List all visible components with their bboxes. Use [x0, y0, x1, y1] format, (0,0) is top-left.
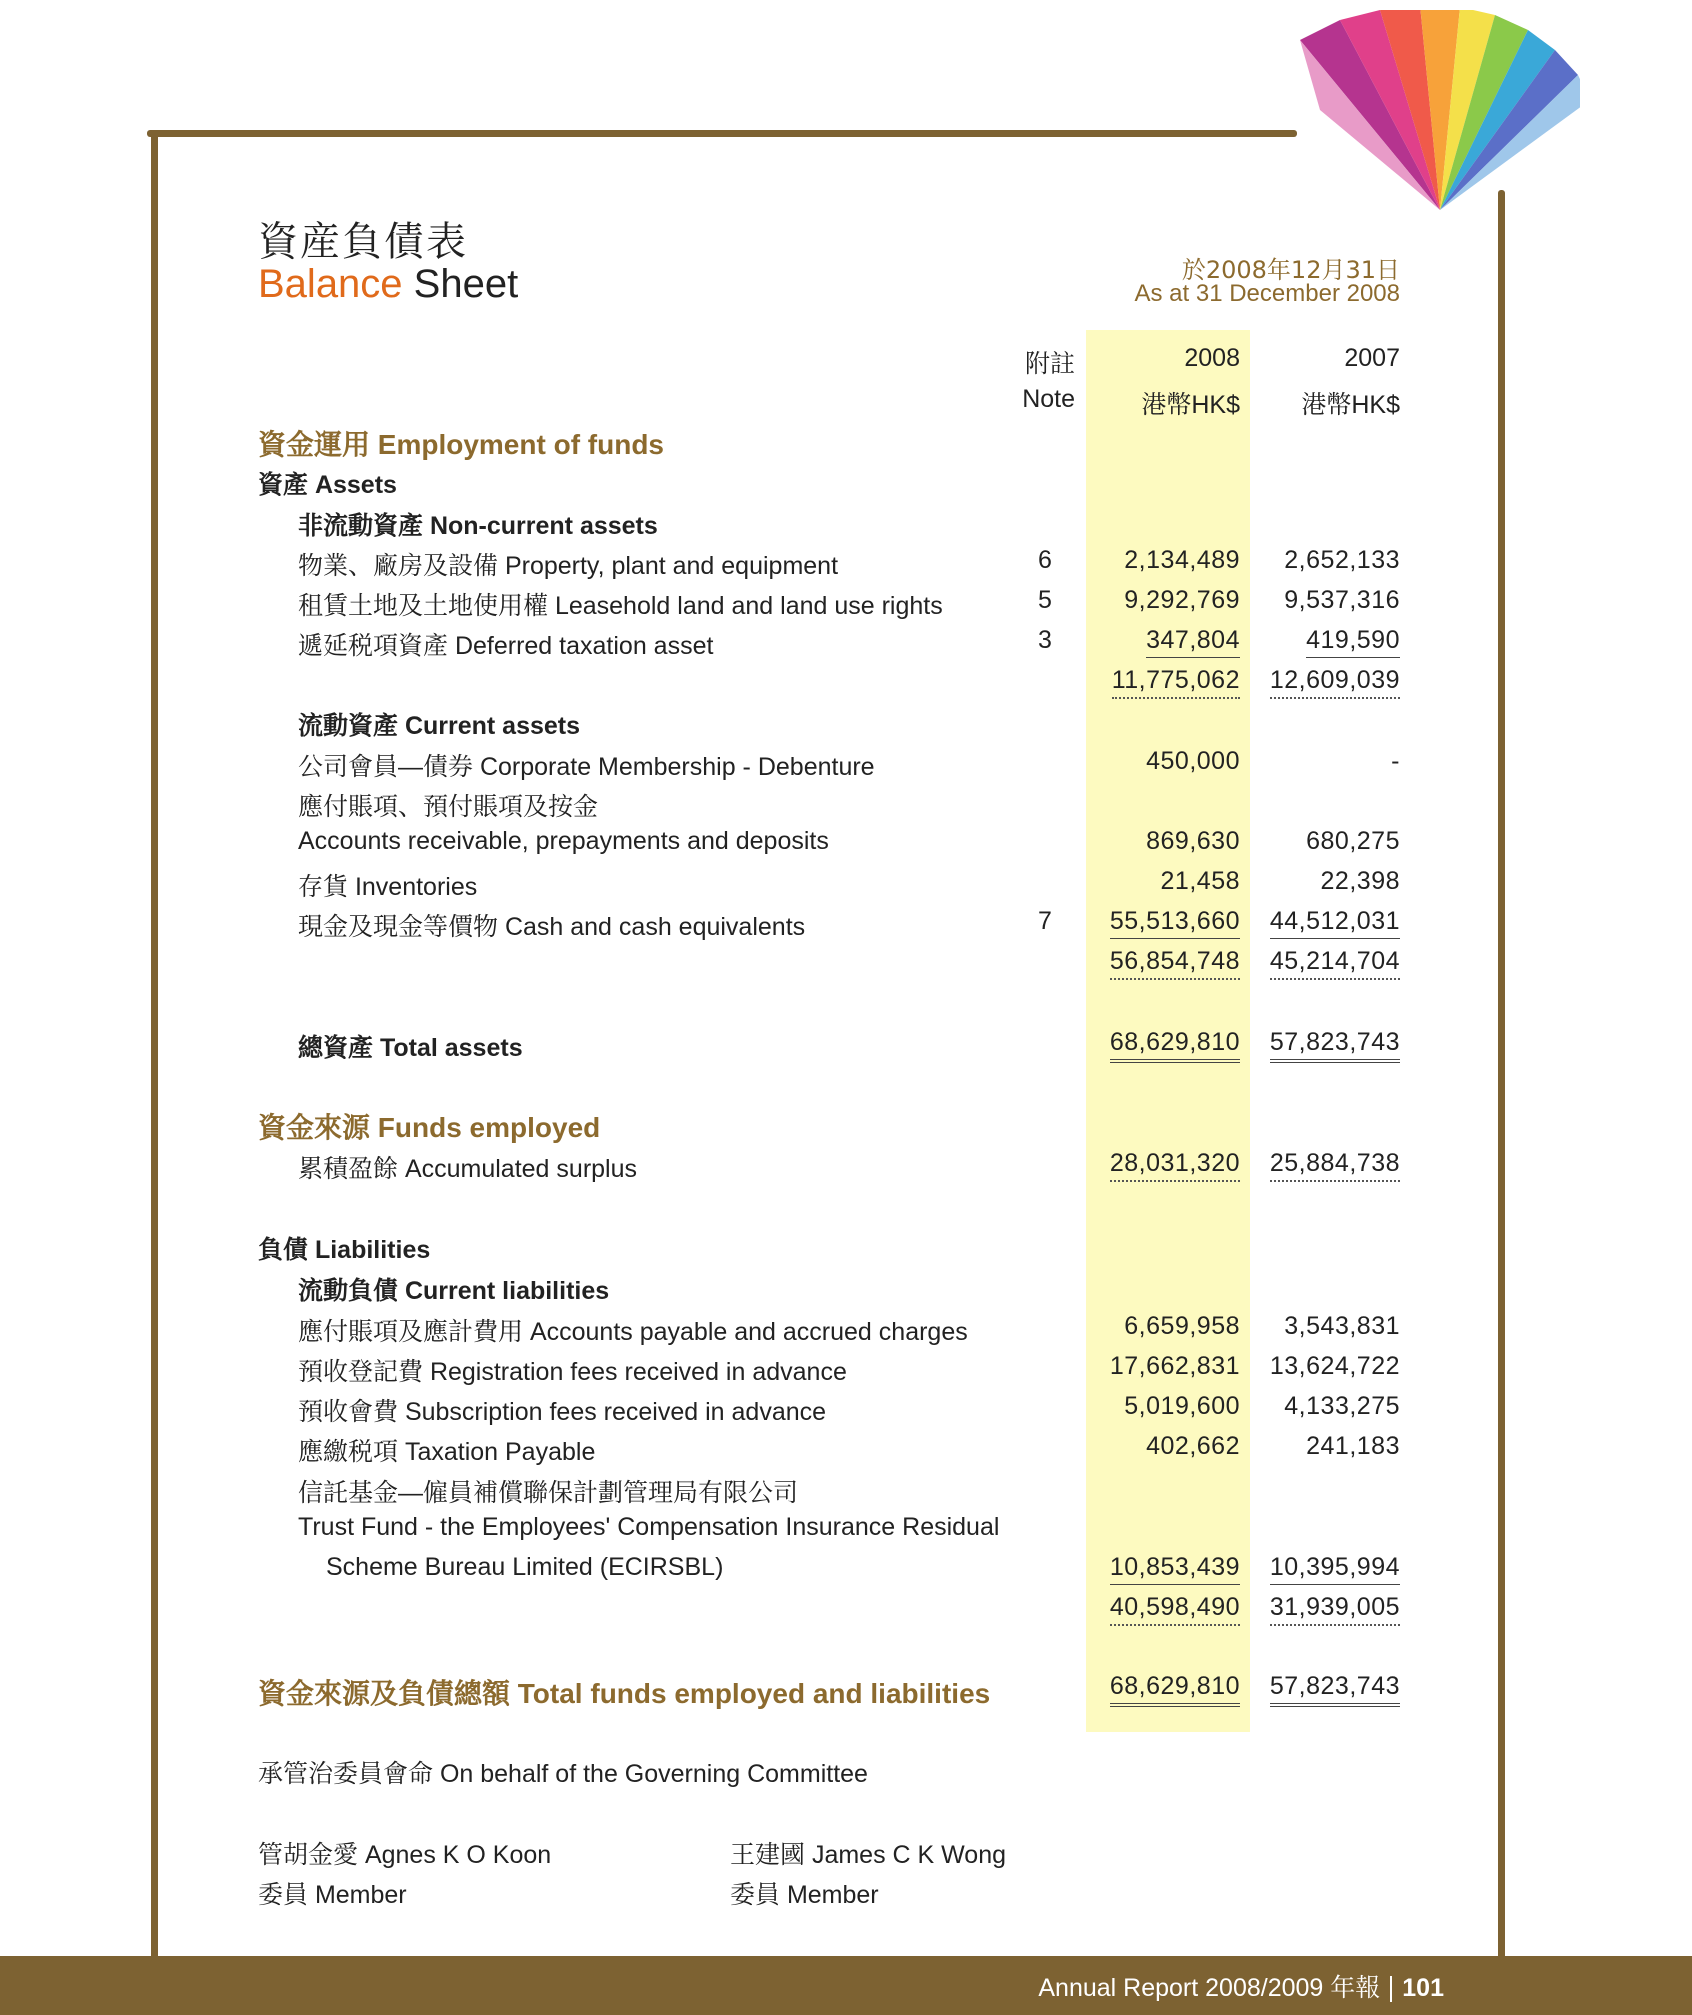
row-label: 應繳税項 Taxation Payable [298, 1438, 596, 1466]
table-row [0, 1312, 1692, 1352]
value-2007: 10,395,994 [1270, 1553, 1400, 1585]
table-row-subtotal [0, 1593, 1692, 1633]
row-label: 資產 Assets [258, 471, 397, 499]
table-row [0, 827, 1692, 867]
table-row [0, 1473, 1692, 1513]
table-row [0, 1352, 1692, 1392]
table-row [0, 867, 1692, 907]
row-label: 流動資產 Current assets [298, 712, 581, 740]
subtotal-2007: 31,939,005 [1270, 1593, 1400, 1626]
value-2007: 22,398 [1320, 867, 1400, 895]
title-accent-word: Balance [258, 262, 403, 306]
value-2007: 4,133,275 [1284, 1392, 1400, 1420]
row-label: 非流動資產 Non-current assets [298, 512, 658, 540]
value-2008: 9,292,769 [1124, 586, 1240, 614]
date-chinese: 於2008年12月31日 [1181, 256, 1400, 284]
value-2007: 44,512,031 [1270, 907, 1400, 939]
row-label: 總資產 Total assets [298, 1034, 523, 1062]
table-row [0, 1271, 1692, 1311]
row-note: 3 [1038, 626, 1052, 654]
row-label: Scheme Bureau Limited (ECIRSBL) [326, 1553, 724, 1581]
table-row [0, 1149, 1692, 1189]
value-2008: 28,031,320 [1110, 1149, 1240, 1182]
footer-divider [1390, 1976, 1392, 2002]
value-2008: 21,458 [1160, 867, 1240, 895]
signatory-2-name: 王建國 James C K Wong [730, 1841, 1007, 1869]
grand-total-2008: 68,629,810 [1110, 1672, 1240, 1707]
table-row [0, 907, 1692, 947]
row-label: 存貨 Inventories [298, 873, 478, 901]
row-note: 6 [1038, 546, 1052, 574]
value-2007: 25,884,738 [1270, 1149, 1400, 1182]
header-year-2007: 2007 [1344, 344, 1400, 372]
row-note: 5 [1038, 586, 1052, 614]
value-2008: 17,662,831 [1109, 1352, 1240, 1380]
page-title-chinese: 資産負債表 [258, 219, 468, 265]
table-row [0, 1106, 1692, 1146]
total-2007: 57,823,743 [1270, 1028, 1400, 1063]
table-row [0, 1392, 1692, 1432]
header-note-chinese: 附註 [1024, 349, 1075, 378]
table-row [0, 465, 1692, 505]
table-row [0, 1230, 1692, 1270]
subtotal-2007: 12,609,039 [1270, 666, 1400, 699]
color-swatch-fan-icon [1290, 10, 1580, 225]
table-row [0, 546, 1692, 586]
page-title-english [258, 262, 518, 307]
header-currency-2007: 港幣HK$ [1301, 391, 1400, 419]
row-label: 信託基金—僱員補償聯保計劃管理局有限公司 [298, 1479, 799, 1507]
row-label: 應付賬項及應計費用 Accounts payable and accrued charges [298, 1318, 968, 1346]
frame-top-border [147, 130, 1297, 137]
table-row [0, 423, 1692, 463]
table-row [0, 506, 1692, 546]
value-2007: 2,652,133 [1284, 546, 1400, 574]
value-2007: - [1391, 747, 1400, 775]
value-2008: 402,662 [1146, 1432, 1240, 1460]
grand-total-2007: 57,823,743 [1270, 1672, 1400, 1707]
row-label: 資金來源及負債總額 Total funds employed and liabilities [258, 1678, 991, 1709]
subtotal-2008: 11,775,062 [1112, 666, 1240, 699]
row-label: 流動負債 Current liabilities [298, 1277, 610, 1305]
signatory-1-name: 管胡金愛 Agnes K O Koon [258, 1841, 552, 1869]
value-2008: 55,513,660 [1110, 907, 1240, 939]
table-row [0, 747, 1692, 787]
row-label: 累積盈餘 Accumulated surplus [298, 1155, 638, 1183]
row-label: 物業、廠房及設備 Property, plant and equipment [298, 552, 839, 580]
value-2008: 6,659,958 [1124, 1312, 1240, 1340]
subtotal-2008: 40,598,490 [1110, 1593, 1240, 1626]
table-row [0, 787, 1692, 827]
page-number: 101 [1402, 1974, 1444, 2002]
signature-intro: 承管治委員會命 On behalf of the Governing Committee [258, 1760, 868, 1788]
subtotal-2007: 45,214,704 [1270, 947, 1400, 980]
footer-report-title: Annual Report 2008/2009 年報 [1038, 1974, 1381, 2002]
row-label: 資金運用 Employment of funds [258, 429, 665, 460]
value-2007: 241,183 [1306, 1432, 1400, 1460]
table-row-subtotal [0, 947, 1692, 987]
table-row-grand-total [0, 1672, 1692, 1712]
row-label: 預收登記費 Registration fees received in advance [298, 1358, 847, 1386]
value-2007: 13,624,722 [1269, 1352, 1400, 1380]
value-2007: 680,275 [1306, 827, 1400, 855]
signatory-2-role: 委員 Member [730, 1881, 879, 1909]
row-label: Accounts receivable, prepayments and deposits [298, 827, 829, 855]
subtotal-2008: 56,854,748 [1110, 947, 1240, 980]
footer [1038, 1968, 1444, 2004]
date-english: As at 31 December 2008 [1134, 280, 1400, 307]
value-2008: 347,804 [1146, 626, 1240, 658]
table-row-subtotal [0, 666, 1692, 706]
row-label: 遞延税項資產 Deferred taxation asset [298, 632, 714, 660]
value-2008: 869,630 [1146, 827, 1240, 855]
row-label: 應付賬項、預付賬項及按金 [298, 793, 599, 821]
row-note: 7 [1038, 907, 1052, 935]
value-2008: 10,853,439 [1110, 1553, 1240, 1585]
signatory-1-role: 委員 Member [258, 1881, 407, 1909]
value-2008: 2,134,489 [1124, 546, 1240, 574]
header-currency-2008: 港幣HK$ [1141, 391, 1240, 419]
table-row [0, 586, 1692, 626]
table-row [0, 1553, 1692, 1593]
row-label: 租賃土地及土地使用權 Leasehold land and land use rights [298, 592, 943, 620]
row-label: Trust Fund - the Employees' Compensation Insurance Residual [298, 1513, 1000, 1541]
value-2008: 450,000 [1146, 747, 1240, 775]
value-2007: 3,543,831 [1284, 1312, 1400, 1340]
table-row [0, 706, 1692, 746]
row-label: 現金及現金等價物 Cash and cash equivalents [298, 913, 806, 941]
table-row [0, 1432, 1692, 1472]
row-label: 公司會員—債券 Corporate Membership - Debenture [298, 753, 875, 781]
table-row [0, 1513, 1692, 1553]
row-label: 預收會費 Subscription fees received in advance [298, 1398, 827, 1426]
total-2008: 68,629,810 [1110, 1028, 1240, 1063]
row-label: 資金來源 Funds employed [258, 1112, 601, 1143]
title-rest-word: Sheet [402, 262, 519, 306]
value-2007: 419,590 [1306, 626, 1400, 658]
table-row [0, 626, 1692, 666]
value-2007: 9,537,316 [1284, 586, 1400, 614]
header-year-2008: 2008 [1184, 344, 1240, 372]
table-row-total [0, 1028, 1692, 1068]
value-2008: 5,019,600 [1124, 1392, 1240, 1420]
row-label: 負債 Liabilities [258, 1236, 431, 1264]
header-note-english: Note [1022, 385, 1075, 413]
